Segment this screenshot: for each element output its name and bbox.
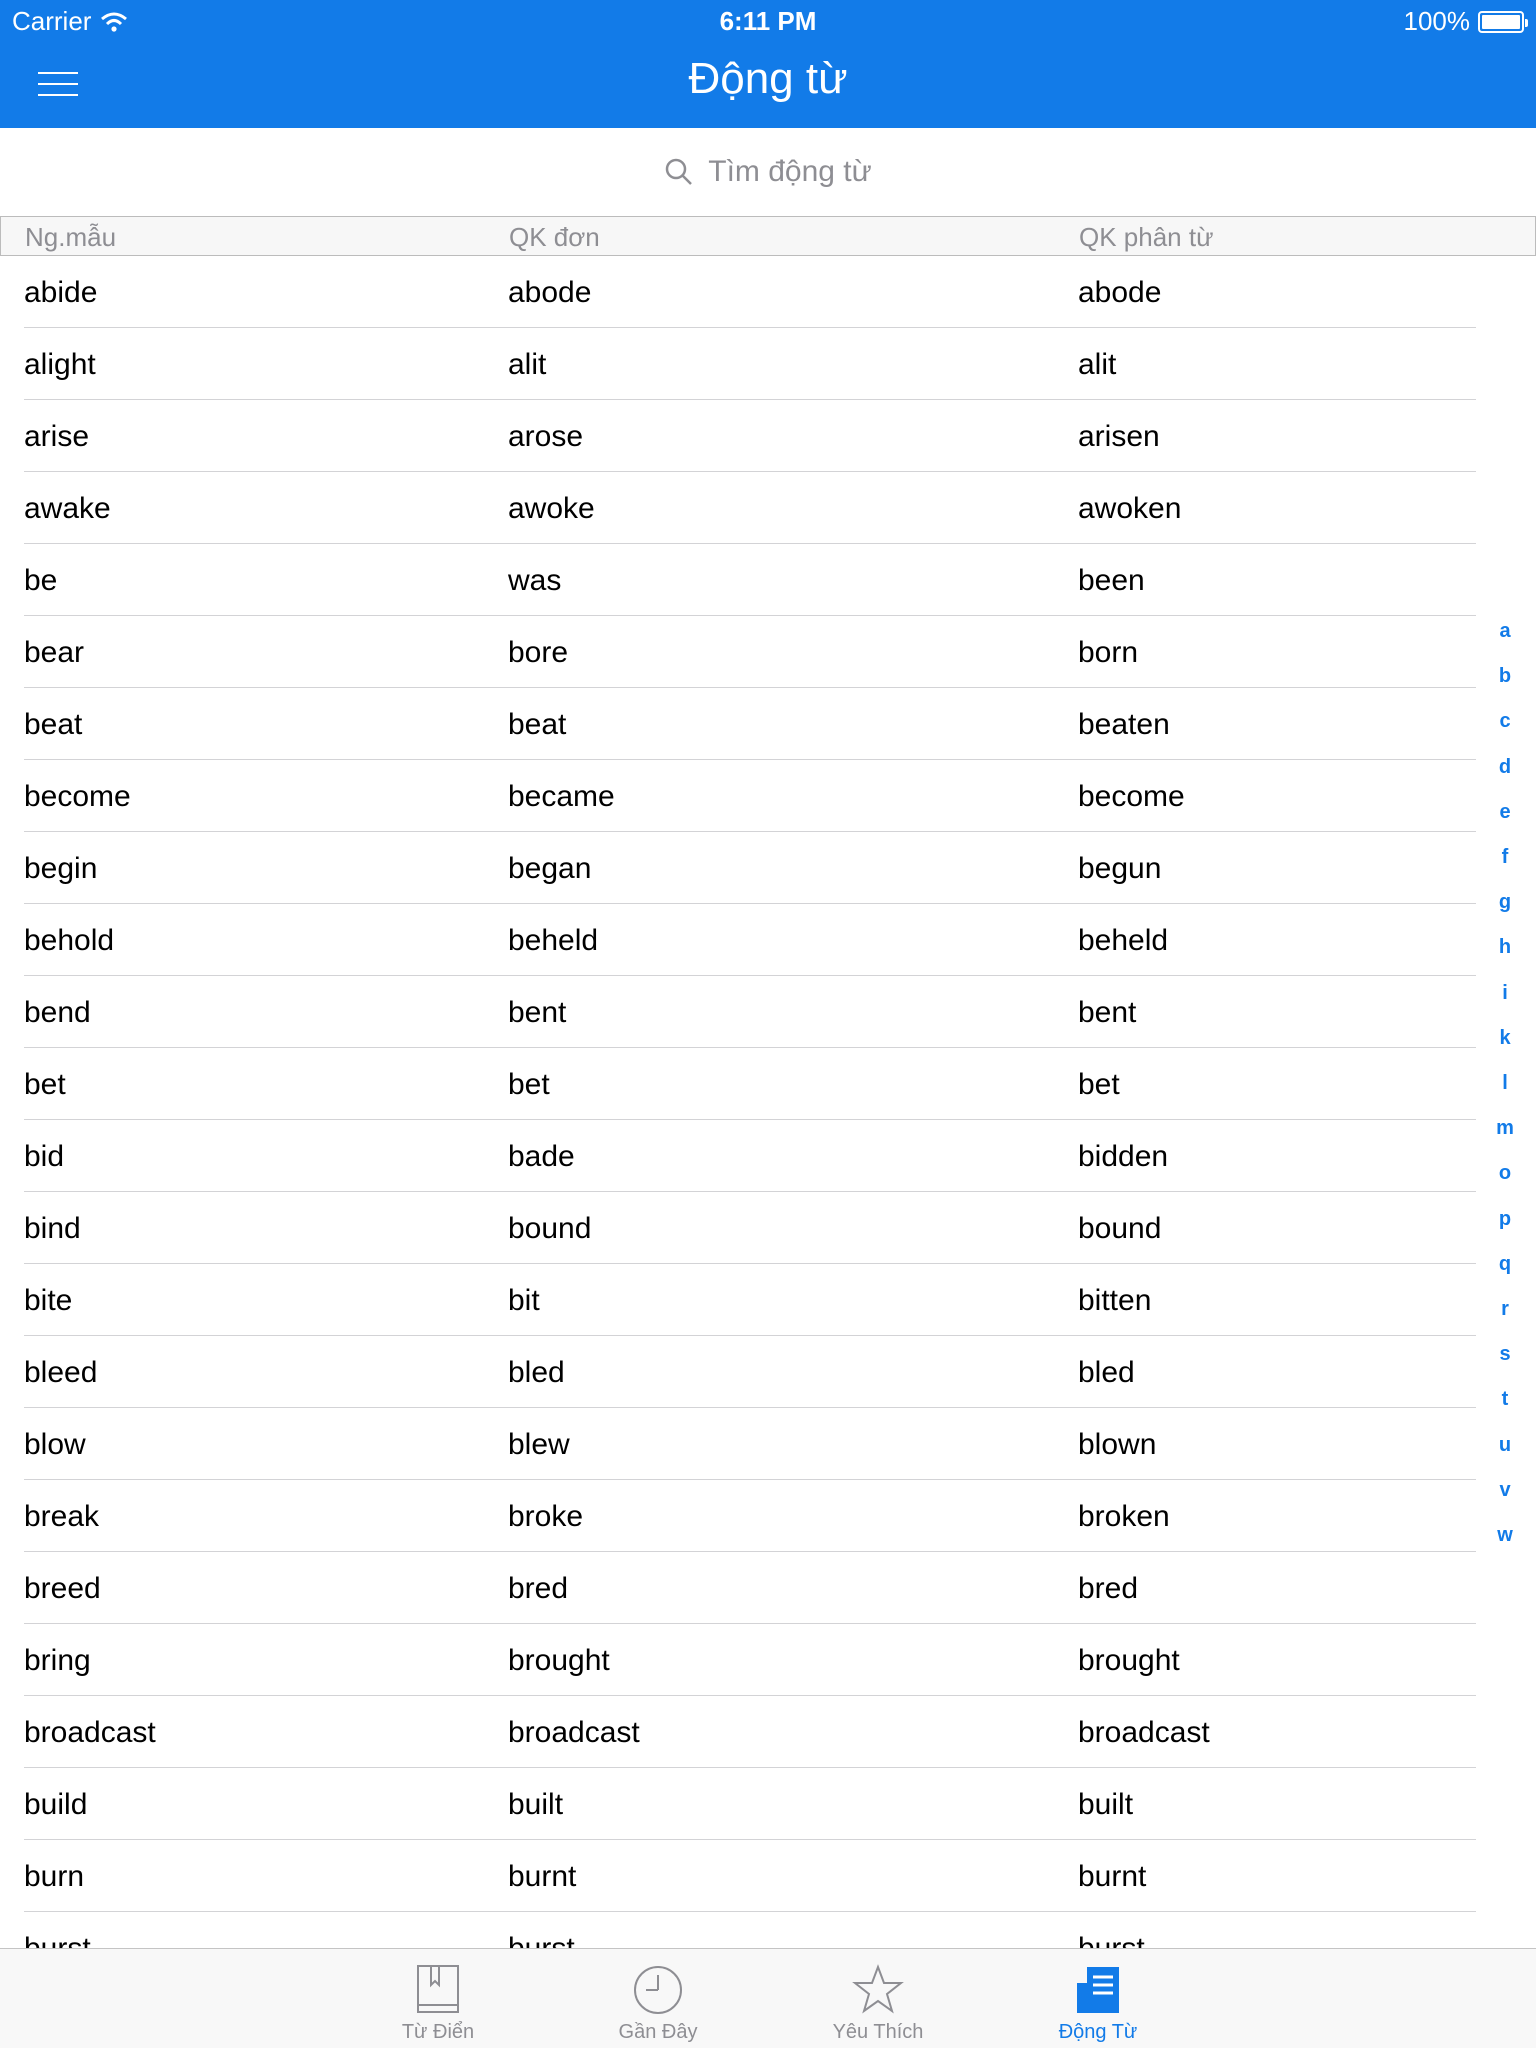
verb-past-simple: burnt xyxy=(508,1860,577,1893)
verb-row[interactable] xyxy=(0,1120,1536,1192)
verb-base-form: burn xyxy=(24,1860,85,1893)
verb-past-participle: built xyxy=(1078,1788,1134,1821)
star-icon xyxy=(853,1963,903,2017)
search-bar[interactable] xyxy=(0,128,1536,216)
verb-past-simple: bled xyxy=(508,1356,565,1389)
verb-row[interactable] xyxy=(0,1480,1536,1552)
index-letter[interactable]: k xyxy=(1499,1026,1511,1049)
verb-past-participle: burnt xyxy=(1078,1860,1147,1893)
index-letter[interactable]: l xyxy=(1502,1072,1508,1094)
column-header xyxy=(0,216,1536,256)
search-icon xyxy=(664,157,694,187)
search-placeholder: Tìm động từ xyxy=(708,155,872,188)
verb-row[interactable] xyxy=(0,400,1536,472)
verb-past-simple: awoke xyxy=(508,492,595,525)
index-letter[interactable]: a xyxy=(1499,620,1511,642)
verb-past-participle: bound xyxy=(1078,1212,1162,1245)
verb-row[interactable] xyxy=(0,1552,1536,1624)
verb-list-icon xyxy=(1073,1963,1123,2017)
verb-base-form: bid xyxy=(24,1140,65,1173)
verb-past-participle: awoken xyxy=(1078,492,1182,525)
index-letter[interactable]: u xyxy=(1498,1433,1512,1456)
tab-recent[interactable] xyxy=(548,1949,768,2049)
index-letter[interactable]: r xyxy=(1501,1298,1509,1320)
index-letter[interactable]: t xyxy=(1501,1388,1509,1411)
tab-bar xyxy=(0,1948,1536,2048)
verb-past-participle: bled xyxy=(1078,1356,1135,1389)
index-letter[interactable]: h xyxy=(1498,936,1512,959)
verb-base-form: blow xyxy=(24,1428,86,1461)
verb-past-simple: blew xyxy=(508,1428,570,1461)
verb-row[interactable] xyxy=(0,1696,1536,1768)
verb-base-form: bear xyxy=(24,636,85,669)
tab-dictionary[interactable] xyxy=(328,1949,548,2049)
verb-past-participle: bent xyxy=(1078,996,1137,1029)
verb-row[interactable] xyxy=(0,1264,1536,1336)
verb-base-form: breed xyxy=(24,1572,101,1605)
verb-base-form: bleed xyxy=(24,1356,98,1389)
verb-row[interactable] xyxy=(0,1192,1536,1264)
verb-past-participle: alit xyxy=(1078,348,1117,381)
tab-favorites[interactable] xyxy=(768,1949,988,2049)
book-icon xyxy=(413,1963,463,2017)
status-time: 6:11 PM xyxy=(719,6,817,36)
verb-row[interactable] xyxy=(0,1336,1536,1408)
verb-past-simple: alit xyxy=(508,348,547,381)
verb-base-form: broadcast xyxy=(24,1716,156,1749)
verb-row[interactable] xyxy=(0,616,1536,688)
verb-base-form: build xyxy=(24,1788,88,1821)
status-battery xyxy=(1404,6,1525,37)
index-letter[interactable]: e xyxy=(1499,800,1511,823)
verb-row[interactable] xyxy=(0,1768,1536,1840)
verb-row[interactable] xyxy=(0,1048,1536,1120)
verb-base-form: alight xyxy=(24,348,96,381)
verb-row[interactable] xyxy=(0,832,1536,904)
verb-base-form: behold xyxy=(24,924,115,957)
verb-past-participle: bet xyxy=(1078,1068,1120,1101)
verb-past-participle: bitten xyxy=(1078,1284,1152,1317)
tab-label: Từ Điển xyxy=(401,2021,475,2043)
verb-past-participle: been xyxy=(1078,564,1145,597)
tab-label: Gần Đây xyxy=(618,2021,698,2043)
verb-row[interactable] xyxy=(0,688,1536,760)
column-past-simple: QK đơn xyxy=(509,222,600,252)
column-past-participle: QK phân từ xyxy=(1079,222,1214,252)
tab-label: Yêu Thích xyxy=(832,2021,924,2043)
index-letter[interactable]: v xyxy=(1499,1478,1511,1501)
page-title: Động từ xyxy=(688,54,848,103)
verb-row[interactable] xyxy=(0,1408,1536,1480)
verb-past-participle: blown xyxy=(1078,1428,1157,1461)
index-letter[interactable]: q xyxy=(1498,1252,1512,1275)
search-input[interactable] xyxy=(664,155,871,189)
index-letter[interactable]: p xyxy=(1498,1207,1512,1230)
verb-base-form: bend xyxy=(24,996,91,1029)
verb-past-simple: beheld xyxy=(508,924,599,957)
battery-icon xyxy=(1478,11,1524,33)
index-letter[interactable]: w xyxy=(1497,1524,1513,1546)
index-letter[interactable]: d xyxy=(1498,755,1512,778)
verb-past-simple: built xyxy=(508,1788,564,1821)
verb-past-participle: bidden xyxy=(1078,1140,1169,1173)
verb-base-form: abide xyxy=(24,276,98,309)
verb-row[interactable] xyxy=(0,328,1536,400)
verb-past-simple: bore xyxy=(508,636,569,669)
verb-past-participle: broadcast xyxy=(1078,1716,1210,1749)
verb-row[interactable] xyxy=(0,904,1536,976)
battery-percent: 100% xyxy=(1403,6,1470,36)
verb-past-participle: brought xyxy=(1078,1644,1180,1677)
clock-icon xyxy=(633,1963,683,2017)
carrier-label: Carrier xyxy=(12,6,92,36)
verb-past-participle: bred xyxy=(1078,1572,1139,1605)
verb-past-participle: born xyxy=(1078,636,1139,669)
verb-base-form: beat xyxy=(24,708,83,741)
verb-past-simple: was xyxy=(508,564,562,597)
verb-past-participle: arisen xyxy=(1078,420,1160,453)
verb-row[interactable] xyxy=(0,256,1536,328)
column-base-form: Ng.mẫu xyxy=(25,222,117,252)
verb-past-simple: bent xyxy=(508,996,567,1029)
tab-verbs[interactable] xyxy=(988,1949,1208,2049)
verb-base-form: become xyxy=(24,780,131,813)
index-letter[interactable]: o xyxy=(1498,1162,1512,1185)
verb-past-participle: become xyxy=(1078,780,1185,813)
verb-past-simple: bit xyxy=(508,1284,540,1317)
verb-past-simple: brought xyxy=(508,1644,610,1677)
verb-past-participle: beaten xyxy=(1078,708,1170,741)
verb-base-form: be xyxy=(24,564,58,597)
verb-past-simple: bade xyxy=(508,1140,575,1173)
index-letter[interactable]: g xyxy=(1498,891,1512,914)
verb-past-simple: began xyxy=(508,852,592,885)
verb-past-participle: broken xyxy=(1078,1500,1170,1533)
verb-row[interactable] xyxy=(0,544,1536,616)
verb-past-simple: bound xyxy=(508,1212,592,1245)
verb-base-form: bet xyxy=(24,1068,66,1101)
index-letter[interactable]: m xyxy=(1496,1117,1514,1140)
verb-past-simple: broadcast xyxy=(508,1716,640,1749)
index-letter[interactable]: i xyxy=(1502,981,1508,1004)
verb-base-form: bring xyxy=(24,1644,91,1677)
verb-past-participle: abode xyxy=(1078,276,1162,309)
verb-past-simple: became xyxy=(508,780,615,813)
verb-base-form: bite xyxy=(24,1284,73,1317)
nav-bar xyxy=(0,0,1536,128)
verb-past-simple: beat xyxy=(508,708,567,741)
index-letter[interactable]: s xyxy=(1499,1343,1511,1366)
index-letter[interactable]: f xyxy=(1501,846,1509,868)
verb-past-participle: beheld xyxy=(1078,924,1169,957)
verb-row[interactable] xyxy=(0,760,1536,832)
verb-past-simple: abode xyxy=(508,276,592,309)
verb-base-form: begin xyxy=(24,852,98,885)
verb-base-form: break xyxy=(24,1500,100,1533)
verb-row[interactable] xyxy=(0,1840,1536,1912)
verb-base-form: awake xyxy=(24,492,111,525)
verb-past-simple: bred xyxy=(508,1572,569,1605)
index-letter[interactable]: b xyxy=(1498,665,1512,688)
verb-past-simple: bet xyxy=(508,1068,550,1101)
index-letter[interactable]: c xyxy=(1499,710,1511,733)
verb-past-simple: broke xyxy=(508,1500,584,1533)
tab-label: Động Từ xyxy=(1058,2021,1138,2043)
verb-past-participle: begun xyxy=(1078,852,1162,885)
verb-past-simple: arose xyxy=(508,420,584,453)
verb-list[interactable] xyxy=(0,256,1536,1948)
verb-row[interactable] xyxy=(0,472,1536,544)
verb-base-form: arise xyxy=(24,420,90,453)
verb-row[interactable] xyxy=(0,976,1536,1048)
verb-base-form: bind xyxy=(24,1212,81,1245)
verb-row[interactable] xyxy=(0,1624,1536,1696)
